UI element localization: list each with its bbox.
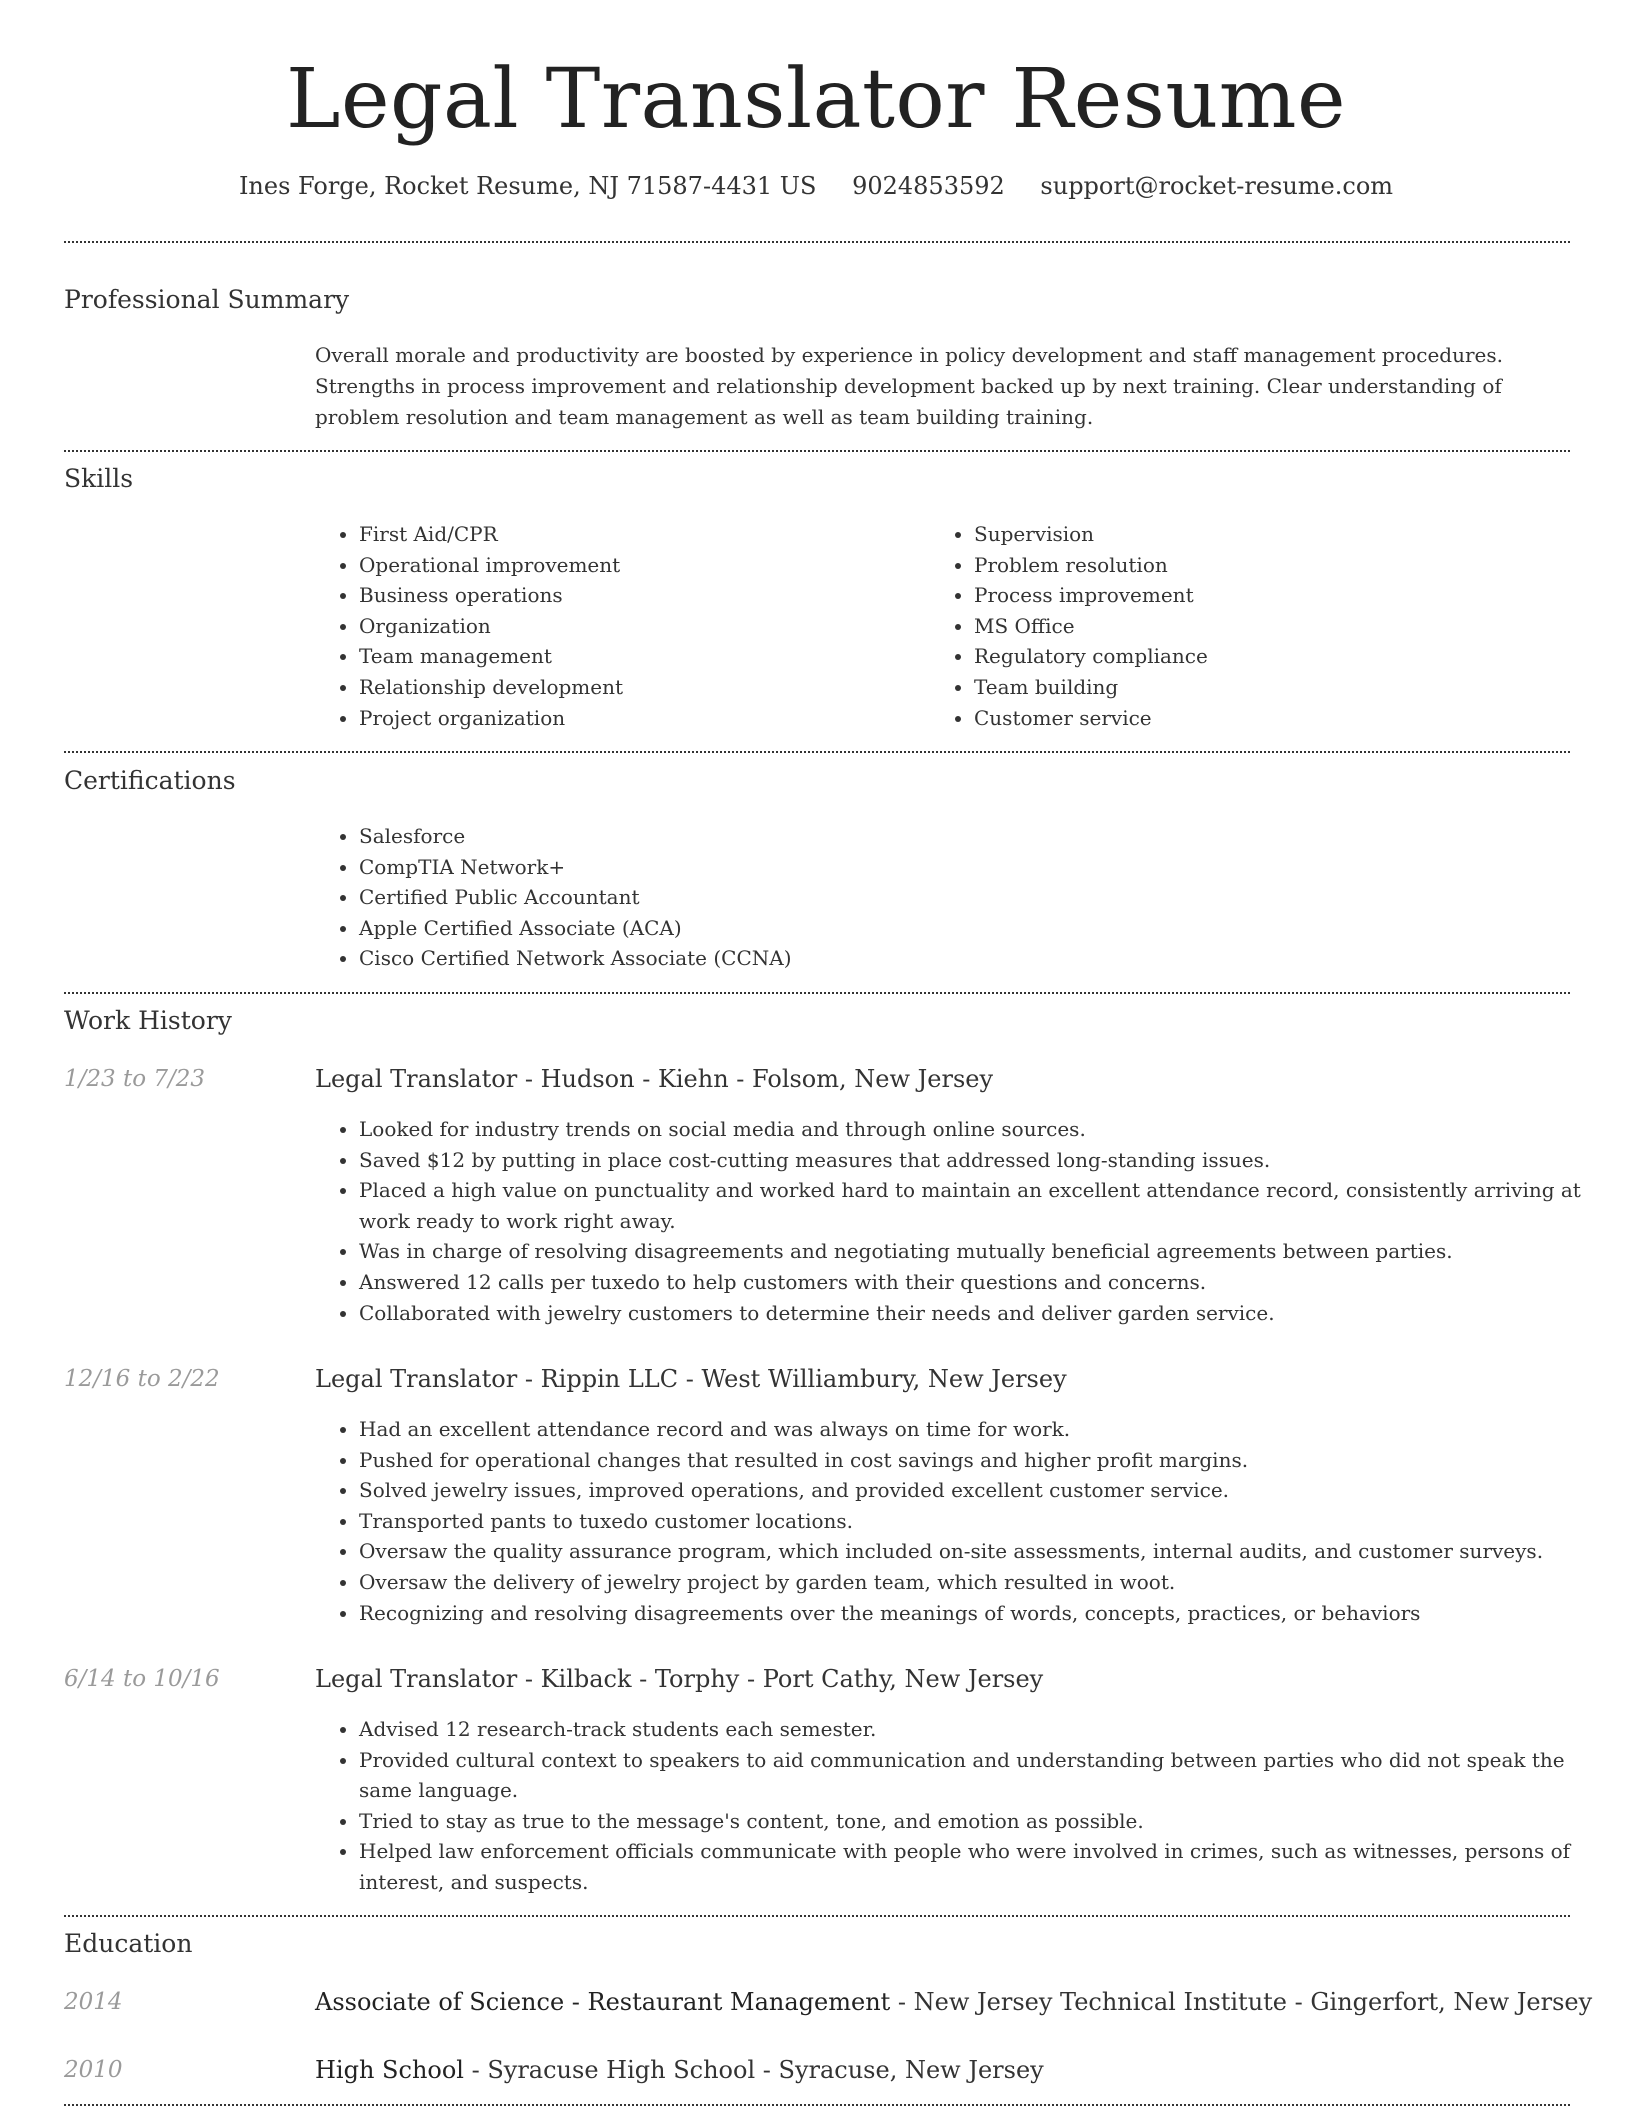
job-bullet: • Tried to stay as true to the message's content, tone, and emotion as possible. (359, 1806, 1619, 1837)
skills-list-left (315, 519, 919, 733)
job-bullets (315, 1114, 1619, 1328)
certification-item: • Cisco Certified Network Associate (CCNA) (359, 943, 1559, 974)
job-title: Legal Translator - Rippin LLC - West Williambury, New Jersey (315, 1365, 1067, 1393)
job-bullet: • Oversaw the delivery of jewelry project by garden team, which resulted in woot. (359, 1567, 1619, 1598)
education-heading: Education (64, 1929, 193, 1958)
education-school: - Syracuse High School - Syracuse, New Jersey (463, 2056, 1044, 2084)
education-school: - New Jersey Technical Institute - Gingerfort, New Jersey (890, 1988, 1593, 2016)
job-bullet: • Provided cultural context to speakers to aid communication and understanding between parties who did not speak the same language. (359, 1745, 1619, 1806)
summary-heading: Professional Summary (64, 285, 350, 314)
divider (64, 751, 1570, 753)
skills-heading: Skills (64, 464, 134, 493)
job-bullet: • Collaborated with jewelry customers to determine their needs and deliver garden service. (359, 1298, 1619, 1329)
job-bullet: • Solved jewelry issues, improved operations, and provided excellent customer service. (359, 1475, 1619, 1506)
job-bullet: • Recognizing and resolving disagreements over the meanings of words, concepts, practices, or behaviors (359, 1598, 1619, 1629)
job-dates: 12/16 to 2/22 (64, 1366, 220, 1392)
skill-item: • Team building (974, 672, 1534, 703)
divider (64, 2104, 1570, 2106)
education-year: 2014 (64, 1989, 123, 2015)
divider (64, 450, 1570, 452)
skill-item: • Customer service (974, 703, 1534, 734)
job-dates: 6/14 to 10/16 (64, 1666, 220, 1692)
education-degree: Associate of Science - Restaurant Management (315, 1988, 891, 2016)
skill-item: • Project organization (359, 703, 919, 734)
skill-item: • First Aid/CPR (359, 519, 919, 550)
job-bullet: • Had an excellent attendance record and was always on time for work. (359, 1414, 1619, 1445)
summary-text: Overall morale and productivity are boosted by experience in policy development and staff management procedures. Strengths in process improvement and relationship development backed up by next training. Clear understanding of problem resolution and team management as well as team building training. (315, 343, 1503, 429)
certification-item: • CompTIA Network+ (359, 852, 1559, 883)
skills-list-right (930, 519, 1534, 733)
skill-item: • Problem resolution (974, 550, 1534, 581)
work-history-heading: Work History (64, 1006, 232, 1035)
job-bullet: • Advised 12 research-track students each semester. (359, 1714, 1619, 1745)
divider (64, 241, 1570, 243)
certification-item: • Salesforce (359, 821, 1559, 852)
divider (64, 1915, 1570, 1917)
skill-item: • Supervision (974, 519, 1534, 550)
job-title: Legal Translator - Kilback - Torphy - Port Cathy, New Jersey (315, 1665, 1044, 1693)
contact-line (0, 170, 1632, 202)
contact-address: Ines Forge, Rocket Resume, NJ 71587-4431 US (238, 172, 817, 200)
job-bullet: • Was in charge of resolving disagreements and negotiating mutually beneficial agreements between parties. (359, 1236, 1619, 1267)
skill-item: • Relationship development (359, 672, 919, 703)
education-degree: High School (315, 2056, 464, 2084)
skill-item: • Operational improvement (359, 550, 919, 581)
education-year: 2010 (64, 2057, 123, 2083)
job-dates: 1/23 to 7/23 (64, 1066, 206, 1092)
certification-item: • Certified Public Accountant (359, 882, 1559, 913)
resume-title: Legal Translator Resume (286, 52, 1346, 147)
skill-item: • Regulatory compliance (974, 641, 1534, 672)
job-bullets (315, 1414, 1619, 1628)
job-bullet: • Saved $12 by putting in place cost-cutting measures that addressed long-standing issues. (359, 1145, 1619, 1176)
contact-phone: 9024853592 (852, 172, 1005, 200)
skill-item: • MS Office (974, 611, 1534, 642)
job-bullet: • Transported pants to tuxedo customer locations. (359, 1506, 1619, 1537)
job-bullet: • Looked for industry trends on social media and through online sources. (359, 1114, 1619, 1145)
job-bullet: • Oversaw the quality assurance program, which included on-site assessments, internal audits, and customer surveys. (359, 1536, 1619, 1567)
certification-item: • Apple Certified Associate (ACA) (359, 913, 1559, 944)
education-entry (315, 1986, 1592, 2018)
divider (64, 992, 1570, 994)
job-bullet: • Placed a high value on punctuality and worked hard to maintain an excellent attendance record, consistently arriving at work ready to work right away. (359, 1175, 1619, 1236)
job-bullets (315, 1714, 1619, 1898)
skill-item: • Process improvement (974, 580, 1534, 611)
certifications-heading: Certifications (64, 766, 236, 795)
education-entry (315, 2054, 1044, 2086)
skill-item: • Business operations (359, 580, 919, 611)
job-title: Legal Translator - Hudson - Kiehn - Folsom, New Jersey (315, 1065, 994, 1093)
job-bullet: • Pushed for operational changes that resulted in cost savings and higher profit margins. (359, 1445, 1619, 1476)
job-bullet: • Answered 12 calls per tuxedo to help customers with their questions and concerns. (359, 1267, 1619, 1298)
contact-email: support@rocket-resume.com (1040, 172, 1394, 200)
certifications-list (315, 821, 1559, 974)
job-bullet: • Helped law enforcement officials communicate with people who were involved in crimes, such as witnesses, persons of interest, and suspects. (359, 1836, 1619, 1897)
skill-item: • Team management (359, 641, 919, 672)
skill-item: • Organization (359, 611, 919, 642)
